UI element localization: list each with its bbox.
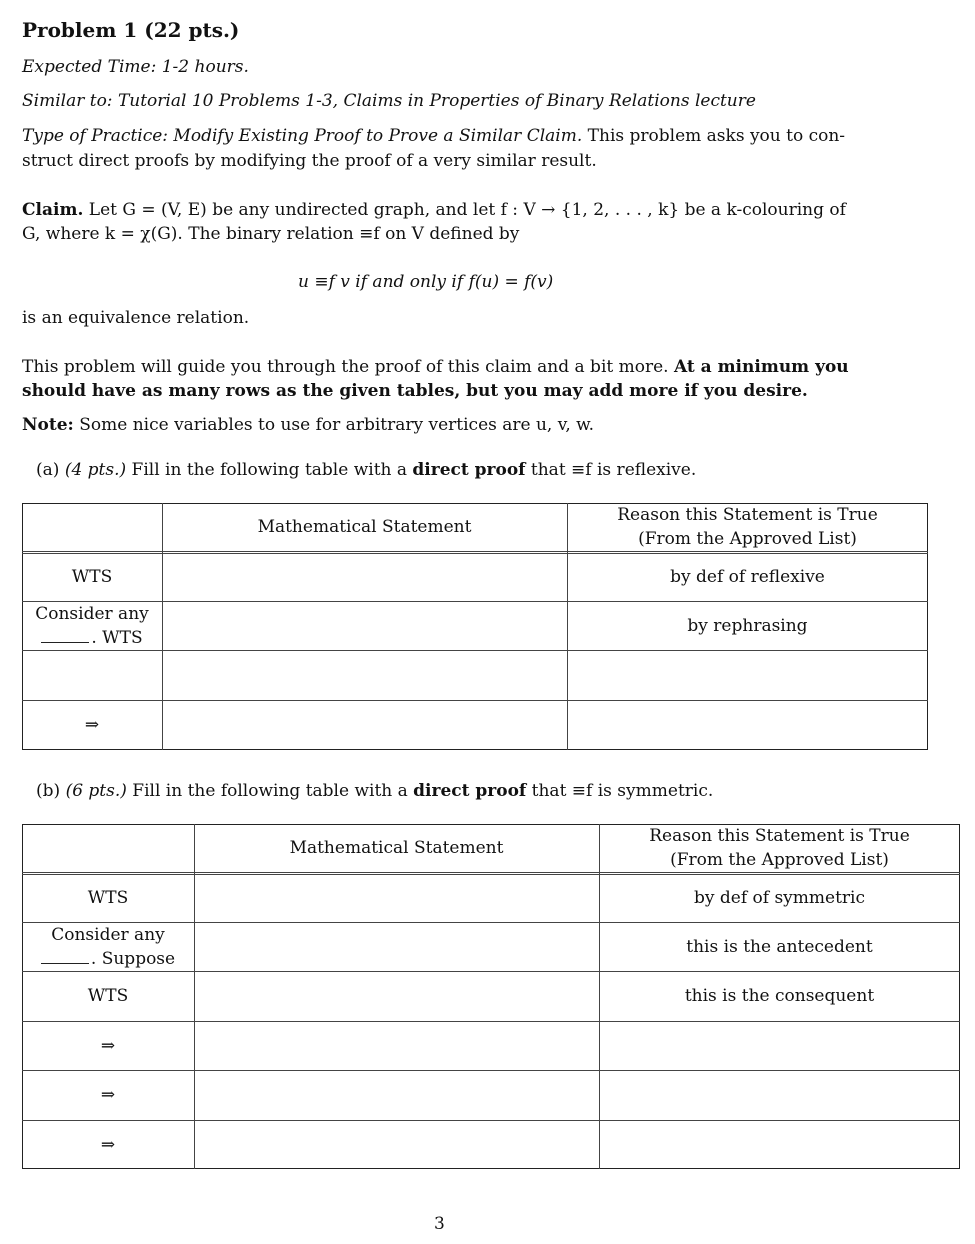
table-a-row4-reason[interactable] <box>567 701 928 750</box>
implies-arrow-icon: ⇒ <box>100 1135 116 1155</box>
claim-text1: Let G = (V, E) be any undirected graph, and let f : V → {1, 2, . . . , k} be a k-colouring of <box>88 200 846 220</box>
guide-bold2: should have as many rows as the given tables, but you may add more if you desire. <box>22 381 808 401</box>
table-b-row6-reason[interactable] <box>599 1121 960 1169</box>
problem-title: Problem 1 (22 pts.) <box>22 18 240 42</box>
table-b-row2-label-line2 <box>22 947 194 971</box>
part-b-text-bold: direct proof <box>413 781 527 801</box>
table-b-row6-statement[interactable] <box>194 1121 599 1169</box>
part-a-prompt <box>36 460 696 480</box>
claim-display-equation: u ≡f v if and only if f(u) = f(v) <box>298 272 554 292</box>
claim-line1 <box>22 200 846 220</box>
table-a-row2-label-line2 <box>22 626 162 650</box>
part-b-label: (b) <box>36 781 61 801</box>
table-b-header-reason-line2: (From the Approved List) <box>670 850 889 870</box>
note <box>22 415 594 435</box>
table-a-header-statement: Mathematical Statement <box>257 517 472 537</box>
note-label: Note: <box>22 415 74 435</box>
part-a-text-pre: Fill in the following table with a <box>131 460 408 480</box>
table-a-row2-label <box>22 602 162 650</box>
implies-arrow-icon: ⇒ <box>84 715 100 735</box>
table-a-header-reason-line2: (From the Approved List) <box>638 529 857 549</box>
part-b-points: (6 pts.) <box>65 781 127 801</box>
part-b-text-pre: Fill in the following table with a <box>132 781 408 801</box>
table-a-header-reason-line1: Reason this Statement is True <box>617 505 878 525</box>
table-b-row1-label: WTS <box>87 888 129 908</box>
table-a-row3-statement[interactable] <box>162 651 567 700</box>
claim-conclusion: is an equivalence relation. <box>22 308 250 328</box>
table-b-row2-statement[interactable] <box>194 923 599 971</box>
table-b-row2-suppose: . Suppose <box>90 949 176 969</box>
table-a-row1-statement[interactable] <box>162 553 567 601</box>
guide-line1 <box>22 357 849 377</box>
table-b-row3-reason: this is the consequent <box>684 986 875 1006</box>
claim-line2: G, where k = χ(G). The binary relation ≡f on V defined by <box>22 224 520 244</box>
table-a-row2-statement[interactable] <box>162 602 567 650</box>
claim-label: Claim. <box>22 200 84 220</box>
fill-in-blank[interactable] <box>41 949 89 964</box>
part-a-text-post: that ≡f is reflexive. <box>530 460 697 480</box>
expected-time: Expected Time: 1-2 hours. <box>22 57 249 77</box>
implies-arrow-icon: ⇒ <box>100 1036 116 1056</box>
table-b-row5-statement[interactable] <box>194 1071 599 1120</box>
table-b-header-reason <box>599 824 960 872</box>
table-a-row4-statement[interactable] <box>162 701 567 750</box>
table-a-row2-label-line1: Consider any <box>35 604 149 624</box>
part-a-points: (4 pts.) <box>64 460 127 480</box>
practice-type-label: Type of Practice: Modify Existing Proof to Prove a Similar Claim. <box>22 126 583 146</box>
table-b-row4-statement[interactable] <box>194 1022 599 1070</box>
practice-type-line1 <box>22 126 845 146</box>
table-b-row4-reason[interactable] <box>599 1022 960 1070</box>
practice-type-line2: struct direct proofs by modifying the proof of a very similar result. <box>22 151 597 171</box>
part-b-text-post: that ≡f is symmetric. <box>531 781 714 801</box>
implies-arrow-icon: ⇒ <box>100 1085 116 1105</box>
table-a-header-reason <box>567 503 928 551</box>
guide-bold1: At a minimum you <box>673 357 849 377</box>
practice-type-text: This problem asks you to con- <box>582 126 846 146</box>
part-a-text-bold: direct proof <box>412 460 526 480</box>
similar-to: Similar to: Tutorial 10 Problems 1-3, Claims in Properties of Binary Relations lecture <box>22 91 756 111</box>
table-b-row3-label: WTS <box>87 986 129 1006</box>
table-a-row1-label: WTS <box>71 567 113 587</box>
table-b-row1-statement[interactable] <box>194 874 599 922</box>
guide-intro: This problem will guide you through the proof of this claim and a bit more. <box>22 357 669 377</box>
note-text: Some nice variables to use for arbitrary vertices are u, v, w. <box>79 415 595 435</box>
part-b-prompt <box>36 781 713 801</box>
fill-in-blank[interactable] <box>41 628 89 643</box>
table-a-row1-reason: by def of reflexive <box>670 567 825 587</box>
table-b-row5-reason[interactable] <box>599 1071 960 1120</box>
table-b-row2-reason: this is the antecedent <box>686 937 873 957</box>
table-a-row3-reason[interactable] <box>567 651 928 700</box>
table-a-row2-reason: by rephrasing <box>687 616 808 636</box>
part-a-label: (a) <box>36 460 60 480</box>
table-b-header-statement: Mathematical Statement <box>289 838 504 858</box>
table-b-row2-label-line1: Consider any <box>51 925 165 945</box>
table-b-header-reason-line1: Reason this Statement is True <box>649 826 910 846</box>
table-a-row2-wts: . WTS <box>91 628 143 648</box>
page-number: 3 <box>434 1214 445 1234</box>
table-b-row2-label <box>22 923 194 971</box>
table-b-row3-statement[interactable] <box>194 972 599 1021</box>
table-b-row1-reason: by def of symmetric <box>693 888 865 908</box>
